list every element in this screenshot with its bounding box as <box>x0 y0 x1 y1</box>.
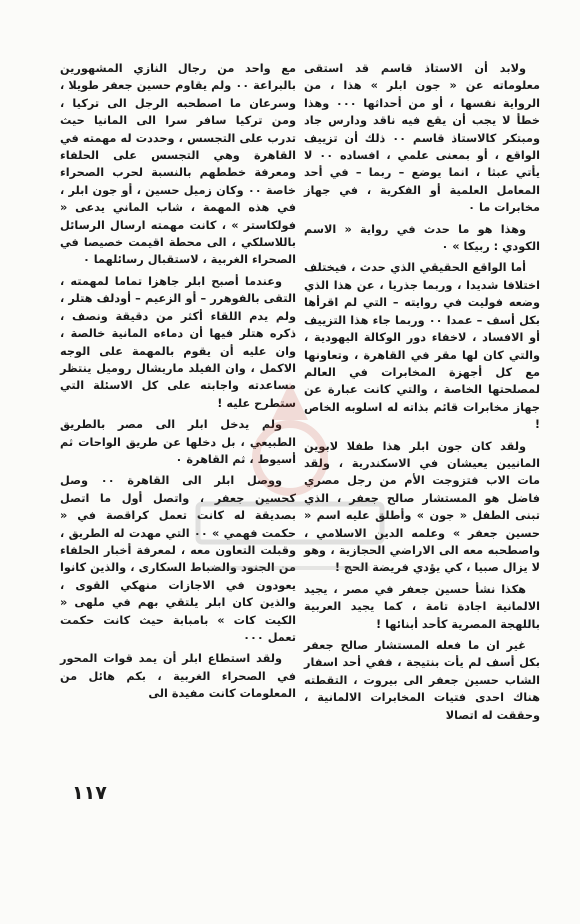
paragraph: مع واحد من رجال النازي المشهورين بالبراعة ٠٠ ولم يقاوم حسين جعفر طويلا ، وسرعان ما اصطحبه الرجل الى تركيا ، ومن تركيا سافر سرا الى المانيا حيث تدرب على التجسس ، وحددت له مهمته في القاهرة وهي التجسس على الحلفاء ومعرفة خططهم بالنسبة لحرب الصحراء خاصة ٠٠ وكان زميل حسين ، أو جون ابلر ، في هذه المهمة ، شاب الماني يدعى « فولكاستر » ، كانت مهمته ارسال الرسائل باللاسلكي ، الى محطة اقيمت خصيصا في الصحراء الغربية ، لاستقبال رسائلهما ٠ <box>60 62 296 267</box>
paragraph: وعندما أصبح ابلر جاهزا تماما لمهمته ، التقى بالفوهرر – أو الزعيم – أودلف هتلر ، ولم يدم اللقاء أكثر من دقيقة ونصف ، ذكره هتلر فيها أن دماءه المانية خالصة ، وان عليه أن يقوم بالمهمة على الوجه الاكمل ، وان الفيلد ماريشال روميل ينتظر مساعدته واجابته على كل الاسئلة التي ستطرح عليه ! <box>60 274 296 410</box>
paragraph: ولقد كان جون ابلر هذا طفلا لابوين المانيين يعيشان في الاسكندرية ، ولقد مات الاب فتزوجت الأم من رجل مصري فاضل هو المستشار صالح جعفر ، الذي تبنى الطفل « جون » وأطلق عليه اسم « حسين جعفر » وعلمه الدين الاسلامي ، واصطحبه معه الى الاراضي الحجازية ، وهو لا يزال صبيا ، كي يؤدي فريضة الحج ! <box>304 439 540 575</box>
page-number: ١١٧ <box>72 782 107 804</box>
paragraph: ولم يدخل ابلر الى مصر بالطريق الطبيعي ، بل دخلها عن طريق الواحات ثم أسيوط ، ثم القاهرة ٠ <box>60 418 296 466</box>
paragraph: غير ان ما فعله المستشار صالح جعفر بكل أسف لم يأت بنتيجة ، ففي أحد اسفار الشاب حسين جعفر الى بيروت ، التقطته هناك احدى فتيات المخابرات الالمانية ، وحققت له اتصالا <box>304 639 540 722</box>
paragraph: ولابد أن الاستاذ قاسم قد استقى معلوماته عن « جون ابلر » هذا ، من الرواية نفسها ، أو من أحداثها ٠٠٠ وهذا خطأ لا يجب أن يقع فيه ناقد ودارس جاد ومبتكر كالاستاذ قاسم ٠٠ ذلك أن تزييف الواقع ، أو بمعنى علمي ، افساده ٠٠ لا يأتي عبثا ، انما يوضع – ربما – في أحد المعامل العلمية أو الفكرية ، في جهاز مخابرات ما ٠ <box>304 62 540 215</box>
paragraph: هكذا نشأ حسين جعفر في مصر ، يجيد الالمانية اجادة تامة ، كما يجيد العربية باللهجة المصرية كأحد أبنائها ! <box>304 582 540 631</box>
paragraph: ولقد استطاع ابلر أن يمد قوات المحور في الصحراء الغربية ، بكم هائل من المعلومات كانت مفيدة الى <box>60 652 296 701</box>
paragraph: وهذا هو ما حدث في رواية « الاسم الكودي : ربيكا » ٠ <box>304 222 540 254</box>
paragraph: أما الواقع الحقيقي الذي حدث ، فيختلف اختلافا شديدا ، وربما جذريا ، عن هذا الذي وضعه فوليت في روايته – التي لم اقرأها بكل أسف – عمدا ٠٠ وربما جاء هذا التزييف أو الافساد ، لاخفاء دور الوكالة اليهودية ، والتي كان لها مقر في القاهرة ، وتعاونها مع كل أجهزة المخابرات في العالم لمصلحتها الخاصة ، والتي كانت عبارة عن جهاز مخابرات قائم بذاته له اسلوبه الخاص ! <box>304 261 540 432</box>
paragraph: ووصل ابلر الى القاهرة ٠٠ وصل كحسين جعفر ، واتصل أول ما اتصل بصديقة له كانت تعمل كراقصة في « حكمت فهمي » ٠٠ التي مهدت له الطريق ، وقبلت التعاون معه ، لمعرفة أخبار الحلفاء من الجنود والضباط السكارى ، والذين كانوا يعودون في الاجازات منهكي القوى ، والذين كان ابلر يلتقي بهم في ملهى « الكيت كات » بامبابة حيث كانت حكمت تعمل ٠٠٠ <box>60 474 297 644</box>
right-text-column <box>304 60 540 728</box>
left-text-column <box>60 60 296 707</box>
